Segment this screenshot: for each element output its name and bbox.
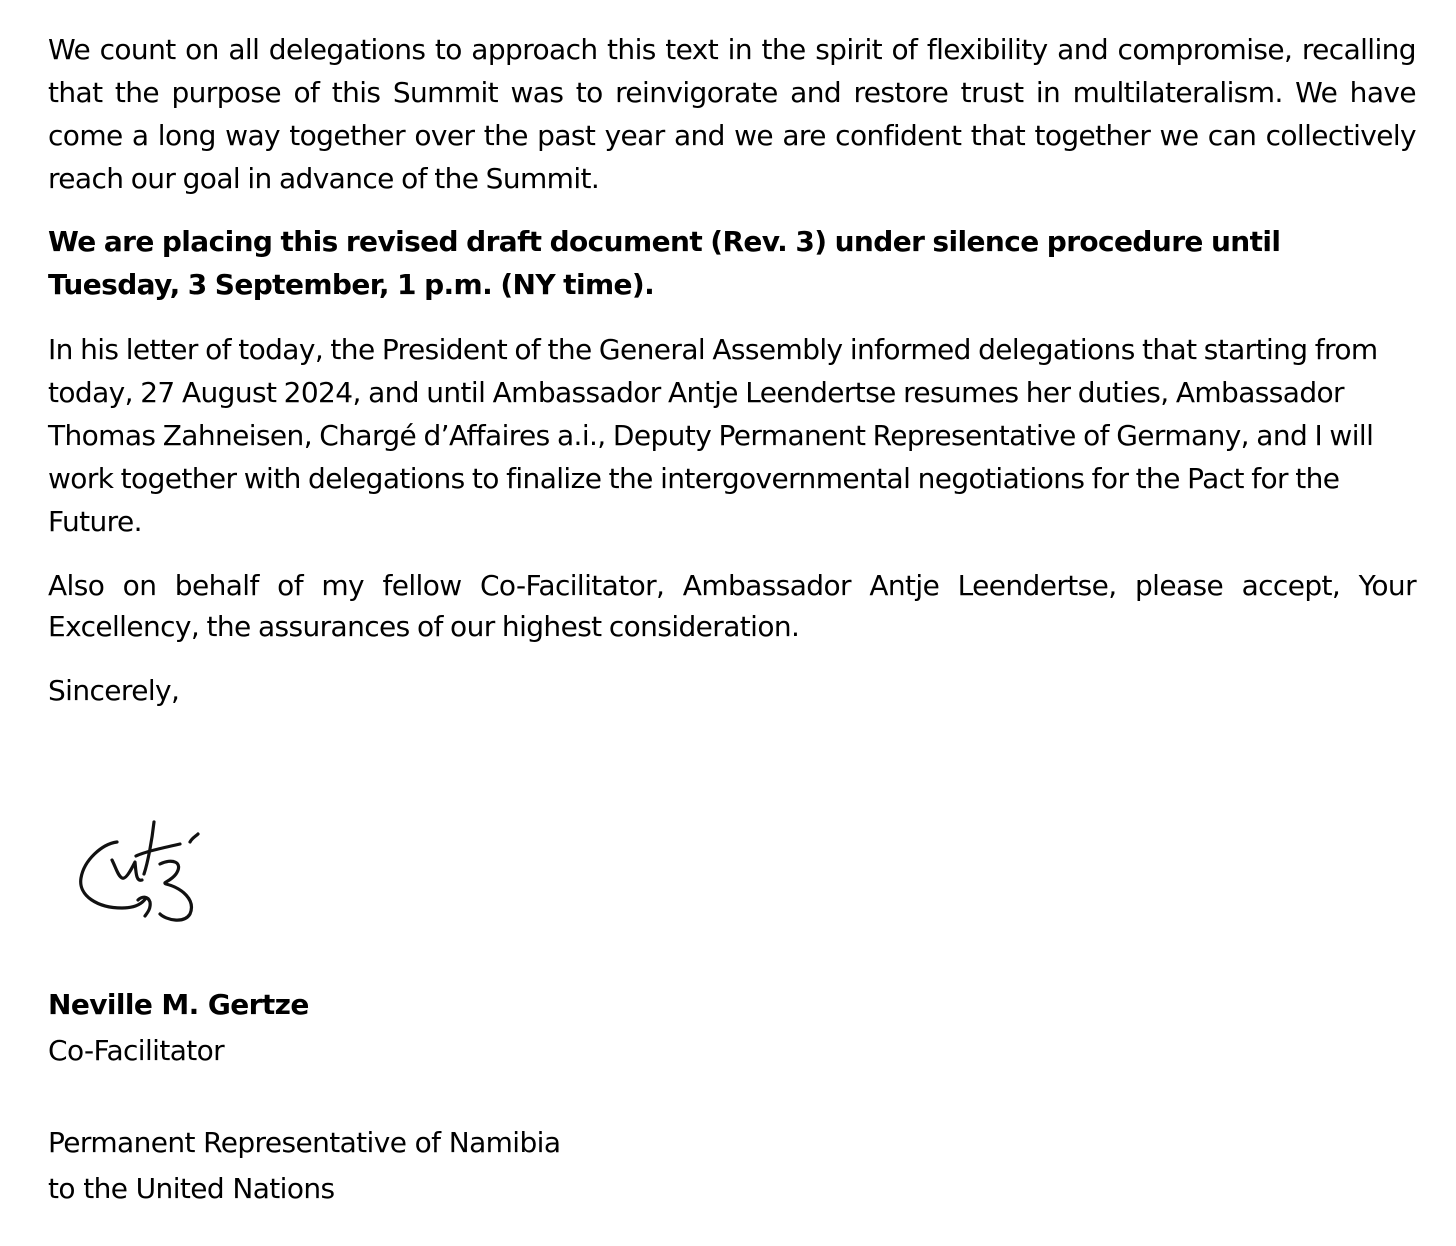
- signature-stroke-three: [160, 861, 191, 920]
- closing-salutation: Sincerely,: [48, 674, 180, 707]
- paragraph-flexibility: We count on all delegations to approach this text in the spirit of flexibility and compromise, recalling that the purpose of this Summit was to reinvigorate and restore trust in multilateralism. We have come a long way together over the past year and we are confident that together we can collectively reach our goal in advance of the Summit.: [48, 33, 1416, 195]
- signatory-title: Co-Facilitator: [48, 1034, 225, 1067]
- paragraph-silence-procedure: We are placing this revised draft document (Rev. 3) under silence procedure until Tuesday, 3 September, 1 p.m. (NY time).: [48, 225, 1281, 301]
- signatory-position-line-1: Permanent Representative of Namibia: [48, 1126, 561, 1159]
- paragraph-assurances: Also on behalf of my fellow Co-Facilitator, Ambassador Antje Leendertse, please accept, Your Excellency, the assurances of our highest consideration.: [48, 569, 1416, 643]
- signatory-name: Neville M. Gertze: [48, 988, 309, 1021]
- handwritten-signature: [72, 812, 212, 932]
- signature-stroke-stem: [144, 822, 154, 874]
- signature-stroke-tick: [190, 834, 198, 842]
- signatory-position: [48, 1120, 560, 1212]
- signatory-position-line-2: to the United Nations: [48, 1172, 335, 1205]
- signature-stroke-loop: [112, 860, 142, 880]
- letter-body: [48, 28, 1416, 712]
- signature-stroke-t: [136, 844, 180, 856]
- paragraph-pga-letter: In his letter of today, the President of the General Assembly informed delegations that starting from today, 27 August 2024, and until Ambassador Antje Leendertse resumes her duties, Ambassador Thomas Zahneisen, Chargé d’Affaires a.i., Deputy Permanent Representative of Germany, and I will work together with delegations to finalize the intergovernmental negotiations for the Pact for the Future.: [48, 333, 1378, 538]
